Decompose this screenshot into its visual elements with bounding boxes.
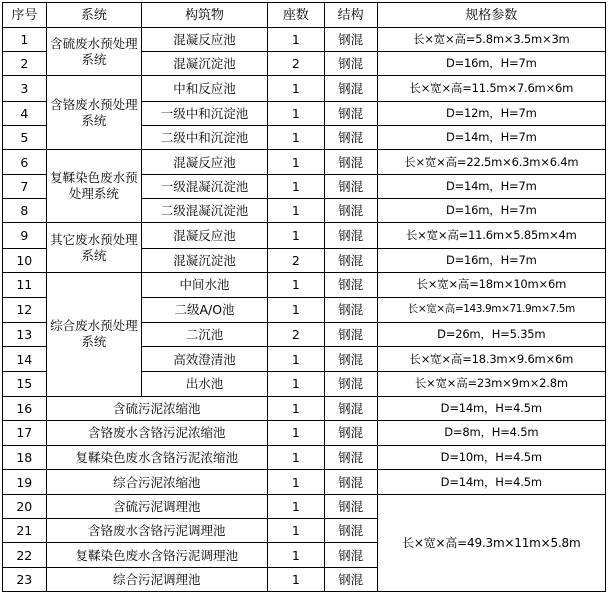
material-cell: 钢混 (324, 519, 377, 543)
spec-cell: D=16m，H=7m (377, 199, 605, 223)
table-row (3, 149, 606, 174)
count-cell: 1 (267, 272, 324, 297)
spec-cell: D=26m，H=5.35m (377, 323, 605, 347)
count-cell: 1 (267, 420, 324, 445)
count-cell: 1 (267, 223, 324, 248)
structure-cell: 高效澄清池 (142, 347, 268, 372)
spec-cell: 长×宽×高=18.3m×9.6m×6m (377, 347, 605, 372)
row-no: 11 (3, 272, 47, 297)
table-row (3, 396, 606, 420)
spec-cell: 长×宽×高=22.5m×6.3m×6.4m (377, 149, 605, 174)
count-cell: 1 (267, 76, 324, 101)
table-row (3, 495, 606, 519)
row-no: 21 (3, 519, 47, 543)
system-cell: 复鞣染色废水预处理系统 (46, 149, 141, 222)
structure-cell: 复鞣染色废水含铬污泥调理池 (46, 543, 267, 567)
material-cell: 钢混 (324, 223, 377, 248)
structure-cell: 复鞣染色废水含铬污泥浓缩池 (46, 445, 267, 469)
structure-cell: 混凝反应池 (142, 28, 268, 52)
material-cell: 钢混 (324, 297, 377, 322)
row-no: 9 (3, 223, 47, 248)
table-row (3, 420, 606, 445)
structures-table (2, 2, 606, 592)
spec-cell: D=8m，H=4.5m (377, 420, 605, 445)
spec-cell: 长×宽×高=23m×9m×2.8m (377, 372, 605, 396)
spec-cell: 长×宽×高=18m×10m×6m (377, 272, 605, 297)
structure-cell: 中间水池 (142, 272, 268, 297)
row-no: 4 (3, 101, 47, 125)
system-cell: 含硫废水预处理系统 (46, 28, 141, 76)
count-cell: 1 (267, 567, 324, 591)
material-cell: 钢混 (324, 149, 377, 174)
material-cell: 钢混 (324, 76, 377, 101)
material-cell: 钢混 (324, 199, 377, 223)
material-cell: 钢混 (324, 495, 377, 519)
structure-cell: 二级混凝沉淀池 (142, 199, 268, 223)
structure-cell: 出水池 (142, 372, 268, 396)
material-cell: 钢混 (324, 543, 377, 567)
header-row (3, 3, 606, 28)
spec-cell: D=12m，H=7m (377, 101, 605, 125)
spec-cell: 长×宽×高=11.5m×7.6m×6m (377, 76, 605, 101)
material-cell: 钢混 (324, 248, 377, 272)
row-no: 12 (3, 297, 47, 322)
row-no: 6 (3, 149, 47, 174)
row-no: 15 (3, 372, 47, 396)
material-cell: 钢混 (324, 28, 377, 52)
table-row (3, 223, 606, 248)
system-cell: 综合废水预处理系统 (46, 272, 141, 396)
row-no: 14 (3, 347, 47, 372)
spec-cell: 长×宽×高=143.9m×71.9m×7.5m (377, 297, 605, 322)
table-row (3, 469, 606, 494)
material-cell: 钢混 (324, 101, 377, 125)
row-no: 2 (3, 52, 47, 76)
structure-cell: 混凝反应池 (142, 149, 268, 174)
row-no: 16 (3, 396, 47, 420)
row-no: 23 (3, 567, 47, 591)
row-no: 13 (3, 323, 47, 347)
table-row (3, 28, 606, 52)
system-cell: 其它废水预处理系统 (46, 223, 141, 272)
row-no: 18 (3, 445, 47, 469)
structure-cell: 混凝沉淀池 (142, 248, 268, 272)
structure-cell: 二级中和沉淀池 (142, 125, 268, 149)
table-row (3, 272, 606, 297)
row-no: 20 (3, 495, 47, 519)
count-cell: 1 (267, 125, 324, 149)
count-cell: 2 (267, 248, 324, 272)
material-cell: 钢混 (324, 175, 377, 199)
row-no: 1 (3, 28, 47, 52)
shared-spec-cell: 长×宽×高=49.3m×11m×5.8m (377, 495, 605, 592)
row-no: 17 (3, 420, 47, 445)
header-material: 结构 (324, 3, 377, 28)
count-cell: 1 (267, 519, 324, 543)
spec-cell: D=14m，H=7m (377, 125, 605, 149)
material-cell: 钢混 (324, 347, 377, 372)
material-cell: 钢混 (324, 445, 377, 469)
count-cell: 1 (267, 372, 324, 396)
row-no: 10 (3, 248, 47, 272)
spec-cell: D=14m，H=4.5m (377, 396, 605, 420)
structure-cell: 含铬废水含铬污泥调理池 (46, 519, 267, 543)
spec-cell: D=16m，H=7m (377, 52, 605, 76)
header-structure: 构筑物 (142, 3, 268, 28)
material-cell: 钢混 (324, 469, 377, 494)
structure-cell: 二级A/O池 (142, 297, 268, 322)
header-count: 座数 (267, 3, 324, 28)
count-cell: 1 (267, 543, 324, 567)
count-cell: 1 (267, 199, 324, 223)
count-cell: 1 (267, 445, 324, 469)
count-cell: 1 (267, 149, 324, 174)
structure-cell: 含硫污泥调理池 (46, 495, 267, 519)
spec-cell: D=14m，H=7m (377, 175, 605, 199)
count-cell: 2 (267, 52, 324, 76)
spec-cell: D=16m，H=7m (377, 248, 605, 272)
material-cell: 钢混 (324, 272, 377, 297)
row-no: 8 (3, 199, 47, 223)
count-cell: 1 (267, 28, 324, 52)
row-no: 5 (3, 125, 47, 149)
structure-cell: 含硫污泥浓缩池 (46, 396, 267, 420)
structure-cell: 综合污泥浓缩池 (46, 469, 267, 494)
material-cell: 钢混 (324, 396, 377, 420)
spec-cell: D=10m，H=4.5m (377, 445, 605, 469)
count-cell: 1 (267, 495, 324, 519)
count-cell: 1 (267, 297, 324, 322)
header-system: 系统 (46, 3, 141, 28)
table-row (3, 76, 606, 101)
material-cell: 钢混 (324, 125, 377, 149)
header-no: 序号 (3, 3, 47, 28)
header-spec: 规格参数 (377, 3, 605, 28)
spec-cell: D=14m，H=4.5m (377, 469, 605, 494)
structure-cell: 综合污泥调理池 (46, 567, 267, 591)
material-cell: 钢混 (324, 420, 377, 445)
row-no: 22 (3, 543, 47, 567)
spec-cell: 长×宽×高=5.8m×3.5m×3m (377, 28, 605, 52)
count-cell: 1 (267, 175, 324, 199)
material-cell: 钢混 (324, 52, 377, 76)
count-cell: 1 (267, 469, 324, 494)
structure-cell: 一级混凝沉淀池 (142, 175, 268, 199)
structure-cell: 中和反应池 (142, 76, 268, 101)
table-row (3, 445, 606, 469)
row-no: 3 (3, 76, 47, 101)
row-no: 7 (3, 175, 47, 199)
structure-cell: 二沉池 (142, 323, 268, 347)
count-cell: 1 (267, 347, 324, 372)
count-cell: 1 (267, 101, 324, 125)
material-cell: 钢混 (324, 567, 377, 591)
count-cell: 2 (267, 323, 324, 347)
count-cell: 1 (267, 396, 324, 420)
row-no: 19 (3, 469, 47, 494)
structure-cell: 一级中和沉淀池 (142, 101, 268, 125)
structure-cell: 含铬废水含铬污泥浓缩池 (46, 420, 267, 445)
structure-cell: 混凝反应池 (142, 223, 268, 248)
material-cell: 钢混 (324, 372, 377, 396)
spec-cell: 长×宽×高=11.6m×5.85m×4m (377, 223, 605, 248)
structure-cell: 混凝沉淀池 (142, 52, 268, 76)
system-cell: 含铬废水预处理系统 (46, 76, 141, 149)
material-cell: 钢混 (324, 323, 377, 347)
